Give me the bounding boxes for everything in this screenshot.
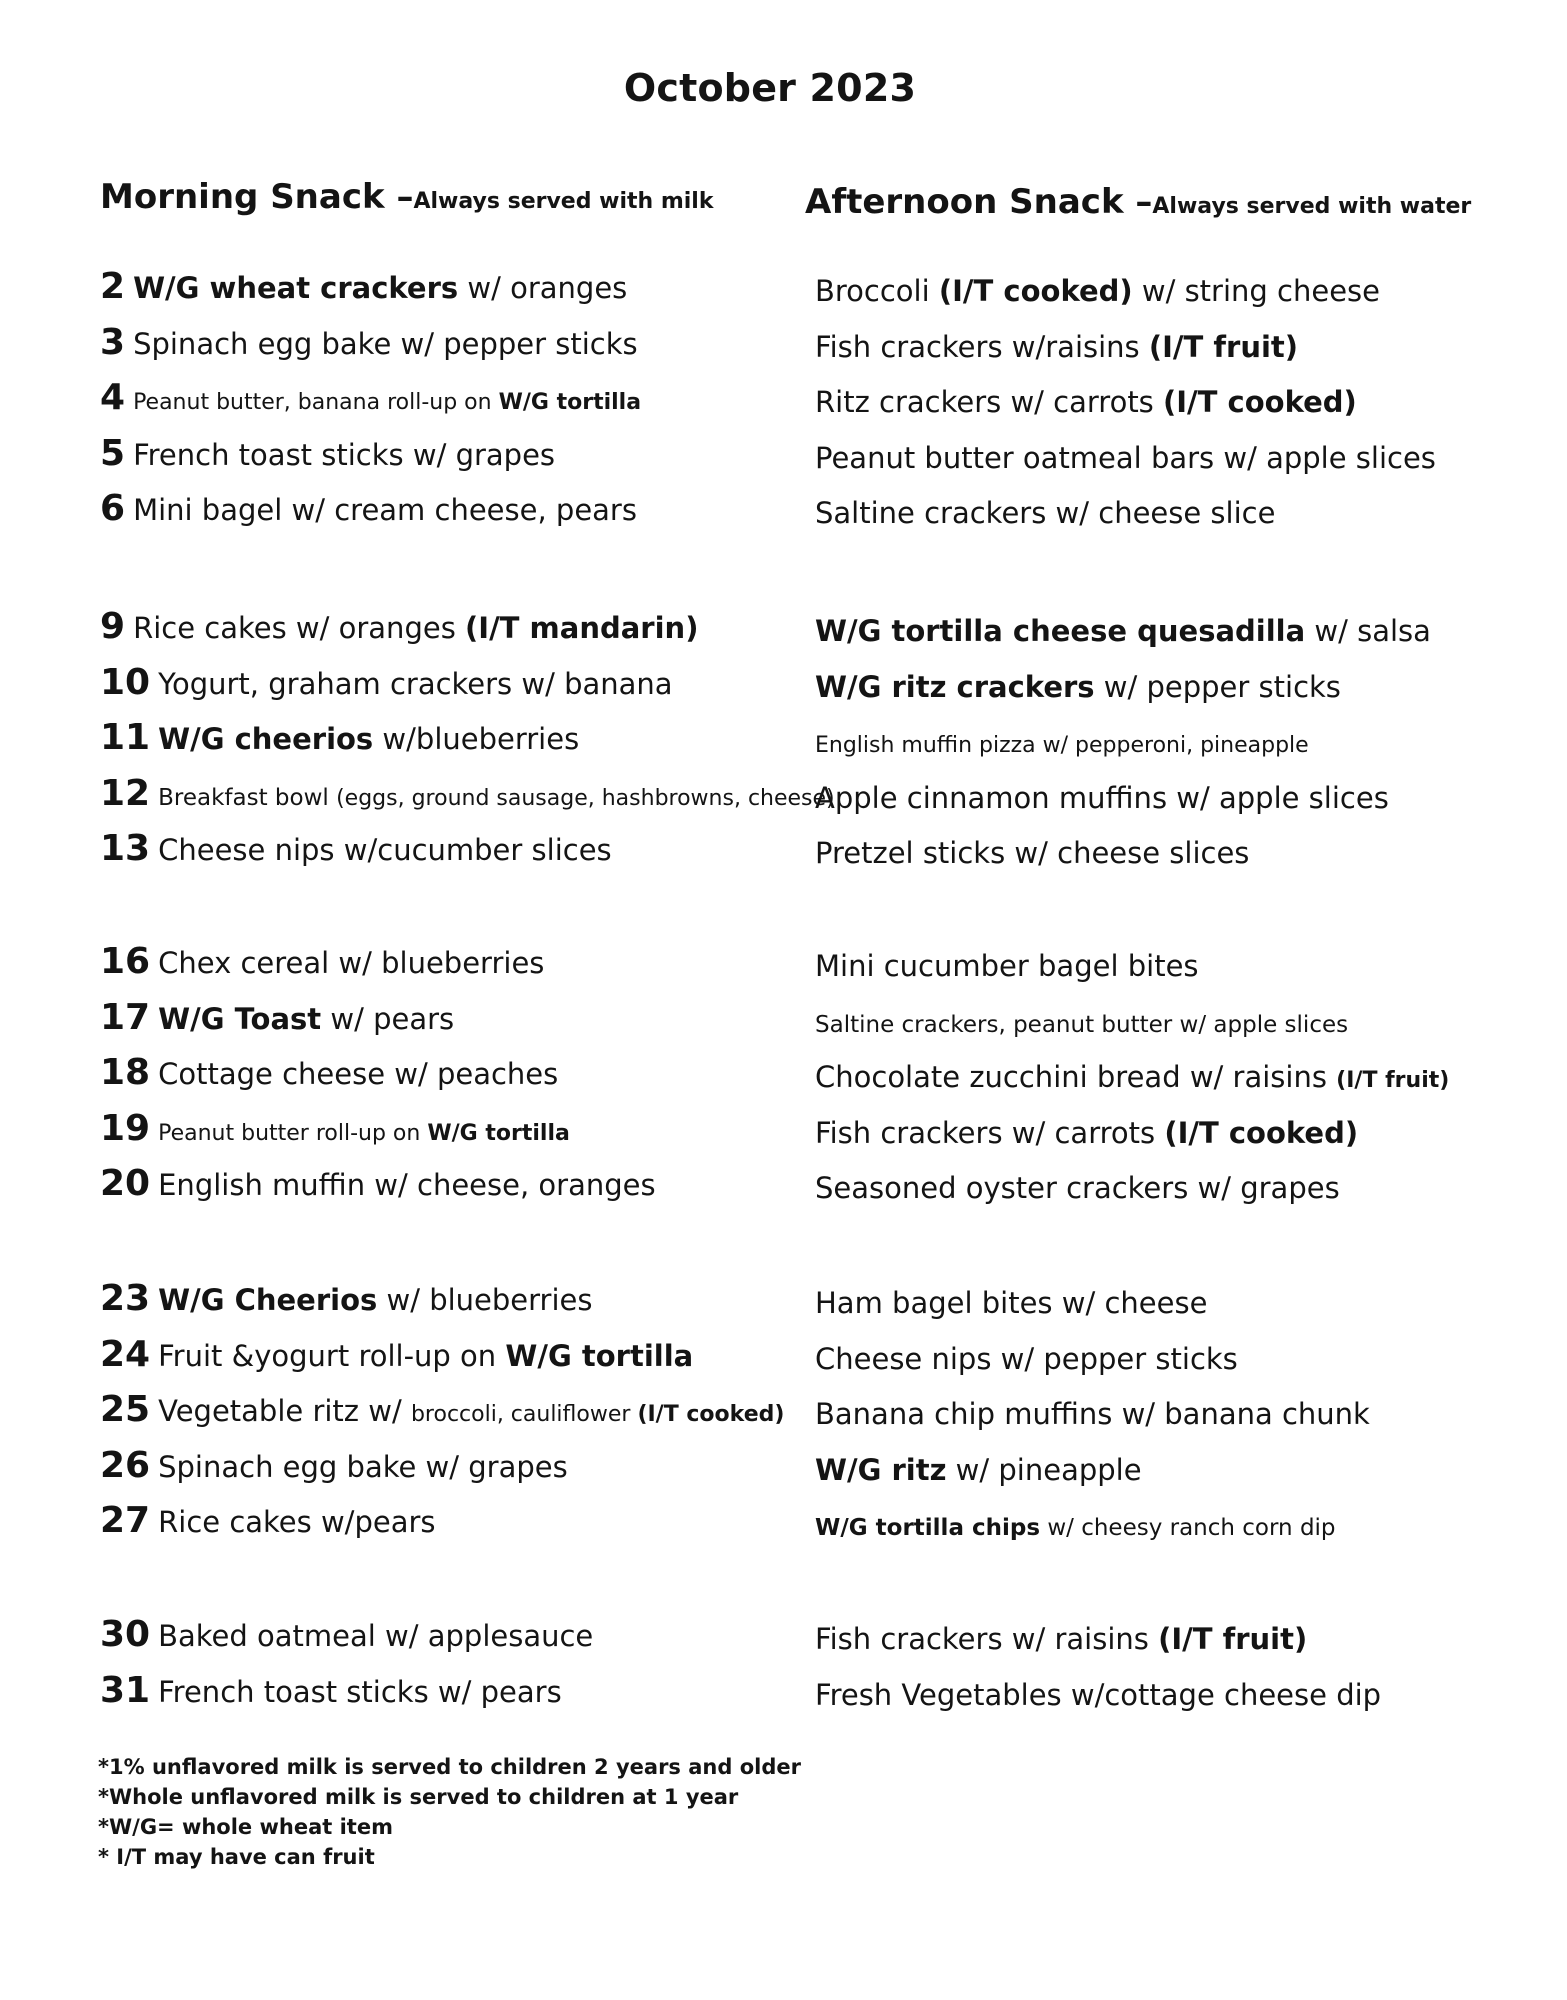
item-text: English muffin pizza w/ pepperoni, pineapple [815,733,1309,758]
morning-snack-item [158,1002,454,1036]
morning-snack-item [158,722,579,756]
item-text: w/ blueberries [377,1283,593,1317]
morning-snack-item [133,327,638,361]
day-number: 17 [100,997,151,1038]
bold-text: (I/T cooked) [637,1402,785,1427]
bold-text: (I/T fruit) [1336,1068,1450,1093]
afternoon-snack-row [815,1116,1358,1150]
item-text: Yogurt, graham crackers w/ banana [158,667,673,701]
item-text: Peanut butter oatmeal bars w/ apple slices [815,441,1436,475]
morning-snack-item [158,1283,592,1317]
item-text: Fruit &yogurt roll-up on [158,1339,506,1373]
morning-snack-row [100,322,638,363]
morning-snack-row [100,1614,593,1655]
day-number: 11 [100,717,151,758]
day-number: 3 [100,322,126,363]
afternoon-snack-row [815,441,1436,475]
morning-snack-item [158,1675,562,1709]
morning-snack-row [100,266,627,307]
afternoon-snack-heading [805,182,1471,222]
morning-snack-row [100,1163,656,1204]
day-number: 20 [100,1163,151,1204]
item-text: Mini cucumber bagel bites [815,949,1199,983]
footnote: *1% unflavored milk is served to children 2 years and older [98,1755,801,1779]
bold-text: W/G cheerios [158,722,374,756]
morning-snack-row [100,1108,570,1149]
morning-snack-item [158,778,835,812]
morning-snack-row [100,1670,562,1711]
day-number: 13 [100,828,151,869]
afternoon-snack-row [815,614,1431,648]
day-number: 4 [100,377,126,418]
morning-snack-item [158,833,612,867]
afternoon-snack-row [815,1171,1340,1205]
day-number: 2 [100,266,126,307]
item-text: broccoli, cauliflower [410,1402,638,1427]
item-text: Seasoned oyster crackers w/ grapes [815,1171,1340,1205]
afternoon-snack-row [815,949,1199,983]
item-text: Peanut butter, banana roll-up on [133,390,499,415]
morning-snack-item [158,1505,435,1539]
item-text: w/ pineapple [946,1453,1142,1487]
morning-snack-row [100,1445,568,1486]
morning-snack-item [158,946,544,980]
item-text: Chex cereal w/ blueberries [158,946,545,980]
footnotes [98,1752,801,1872]
day-number: 25 [100,1389,151,1430]
afternoon-snack-row [815,725,1309,759]
item-text: Cheese nips w/cucumber slices [158,833,612,867]
morning-snack-row [100,997,454,1038]
afternoon-snack-row [815,1342,1238,1376]
afternoon-snack-row [815,1622,1307,1656]
morning-snack-row [100,1500,436,1541]
bold-text: (I/T cooked) [1163,385,1357,419]
day-number: 24 [100,1334,151,1375]
item-text: Peanut butter roll-up on [158,1121,428,1146]
afternoon-snack-row [815,781,1389,815]
afternoon-snack-row [815,1678,1381,1712]
item-text: (eggs, ground sausage, hashbrowns, cheese) [336,786,835,811]
item-text: Fish crackers w/ carrots [815,1116,1165,1150]
footnote: *Whole unflavored milk is served to children at 1 year [98,1785,739,1809]
day-number: 18 [100,1052,151,1093]
bold-text: W/G tortilla cheese quesadilla [815,614,1306,648]
item-text: Breakfast bowl [158,785,337,811]
day-number: 10 [100,662,151,703]
morning-heading-text: Morning Snack – [100,177,414,217]
afternoon-snack-row [815,670,1341,704]
morning-snack-row [100,717,579,758]
afternoon-snack-row [815,385,1357,419]
morning-snack-row [100,488,637,529]
item-text: French toast sticks w/ pears [158,1675,562,1709]
afternoon-snack-row [815,836,1249,870]
item-text: Mini bagel w/ cream cheese, pears [133,493,637,527]
item-text: Cottage cheese w/ peaches [158,1057,559,1091]
afternoon-snack-row [815,1286,1207,1320]
afternoon-snack-row [815,274,1380,308]
afternoon-snack-row [815,330,1298,364]
item-text: Ham bagel bites w/ cheese [815,1286,1208,1320]
morning-snack-item [158,667,672,701]
item-text: Pretzel sticks w/ cheese slices [815,836,1250,870]
item-text: French toast sticks w/ grapes [133,438,556,472]
morning-snack-row [100,433,555,474]
item-text: w/ pepper sticks [1094,670,1341,704]
bold-text: W/G tortilla [498,390,642,415]
morning-snack-row [100,1334,693,1375]
day-number: 6 [100,488,126,529]
morning-snack-row [100,606,698,647]
item-text: Vegetable ritz w/ [158,1394,411,1428]
afternoon-snack-row [815,1397,1370,1431]
afternoon-snack-row [815,1453,1142,1487]
item-text: w/ pears [321,1002,455,1036]
item-text: Broccoli [815,274,939,308]
bold-text: W/G Cheerios [158,1283,378,1317]
item-text: Fresh Vegetables w/cottage cheese dip [815,1678,1382,1712]
afternoon-snack-row [815,1005,1348,1039]
morning-snack-row [100,941,544,982]
afternoon-snack-row [815,1508,1336,1542]
morning-snack-item [158,1450,568,1484]
morning-snack-row [100,377,641,418]
morning-subheading: Always served with milk [413,189,714,214]
item-text: Ritz crackers w/ carrots [815,385,1164,419]
afternoon-snack-row [815,1060,1449,1094]
morning-snack-item [158,1057,558,1091]
item-text: Chocolate zucchini bread w/ raisins [815,1060,1337,1094]
bold-text: W/G tortilla chips [815,1515,1041,1541]
item-text: Baked oatmeal w/ applesauce [158,1619,594,1653]
morning-snack-row [100,1052,558,1093]
item-text: Rice cakes w/ oranges [133,611,466,645]
day-number: 31 [100,1670,151,1711]
morning-snack-item [133,438,555,472]
afternoon-subheading: Always served with water [1152,194,1472,219]
morning-snack-heading [100,177,713,217]
morning-snack-item [158,1121,570,1146]
item-text: Banana chip muffins w/ banana chunk [815,1397,1370,1431]
bold-text: W/G tortilla [505,1339,694,1373]
footnote: * I/T may have can fruit [98,1845,375,1869]
morning-snack-item [133,611,698,645]
item-text: w/ oranges [458,271,628,305]
morning-snack-item [133,493,637,527]
bold-text: (I/T cooked) [1164,1116,1359,1150]
item-text: Fish crackers w/raisins [815,330,1149,364]
item-text: Saltine crackers, peanut butter w/ apple slices [815,1012,1349,1038]
item-text: Saltine crackers w/ cheese slice [815,496,1276,530]
morning-snack-item [133,271,627,305]
day-number: 26 [100,1445,151,1486]
morning-snack-item [158,1339,693,1373]
bold-text: W/G ritz [815,1453,947,1487]
morning-snack-row [100,662,673,703]
afternoon-snack-row [815,496,1275,530]
morning-snack-item [158,1619,593,1653]
morning-snack-row [100,1278,593,1319]
bold-text: (I/T fruit) [1148,330,1299,364]
morning-snack-item [158,1168,655,1202]
bold-text: W/G tortilla [427,1121,570,1146]
day-number: 5 [100,433,126,474]
day-number: 23 [100,1278,151,1319]
item-text: w/ string cheese [1132,274,1380,308]
day-number: 27 [100,1500,151,1541]
item-text: Rice cakes w/pears [158,1505,436,1539]
day-number: 30 [100,1614,151,1655]
page-title: October 2023 [623,66,917,110]
item-text: Apple cinnamon muffins w/ apple slices [815,781,1389,815]
bold-text: W/G ritz crackers [815,670,1095,704]
bold-text: (I/T cooked) [938,274,1133,308]
footnote: *W/G= whole wheat item [98,1815,393,1839]
item-text: Cheese nips w/ pepper sticks [815,1342,1238,1376]
bold-text: (I/T mandarin) [465,611,699,645]
afternoon-heading-text: Afternoon Snack – [805,182,1153,222]
item-text: w/blueberries [373,722,580,756]
bold-text: W/G wheat crackers [133,271,459,305]
morning-snack-row [100,828,612,869]
item-text: Spinach egg bake w/ grapes [158,1450,568,1484]
morning-snack-item [133,390,641,415]
morning-snack-item [158,1394,784,1428]
day-number: 9 [100,606,126,647]
morning-snack-row [100,773,835,814]
item-text: English muffin w/ cheese, oranges [158,1168,656,1202]
item-text: Fish crackers w/ raisins [815,1622,1159,1656]
day-number: 12 [100,773,151,814]
bold-text: (I/T fruit) [1158,1622,1308,1656]
day-number: 19 [100,1108,151,1149]
item-text: w/ cheesy ranch corn dip [1040,1515,1336,1541]
bold-text: W/G Toast [158,1002,322,1036]
day-number: 16 [100,941,151,982]
morning-snack-row [100,1389,784,1430]
item-text: Spinach egg bake w/ pepper sticks [133,327,638,361]
item-text: w/ salsa [1305,614,1431,648]
